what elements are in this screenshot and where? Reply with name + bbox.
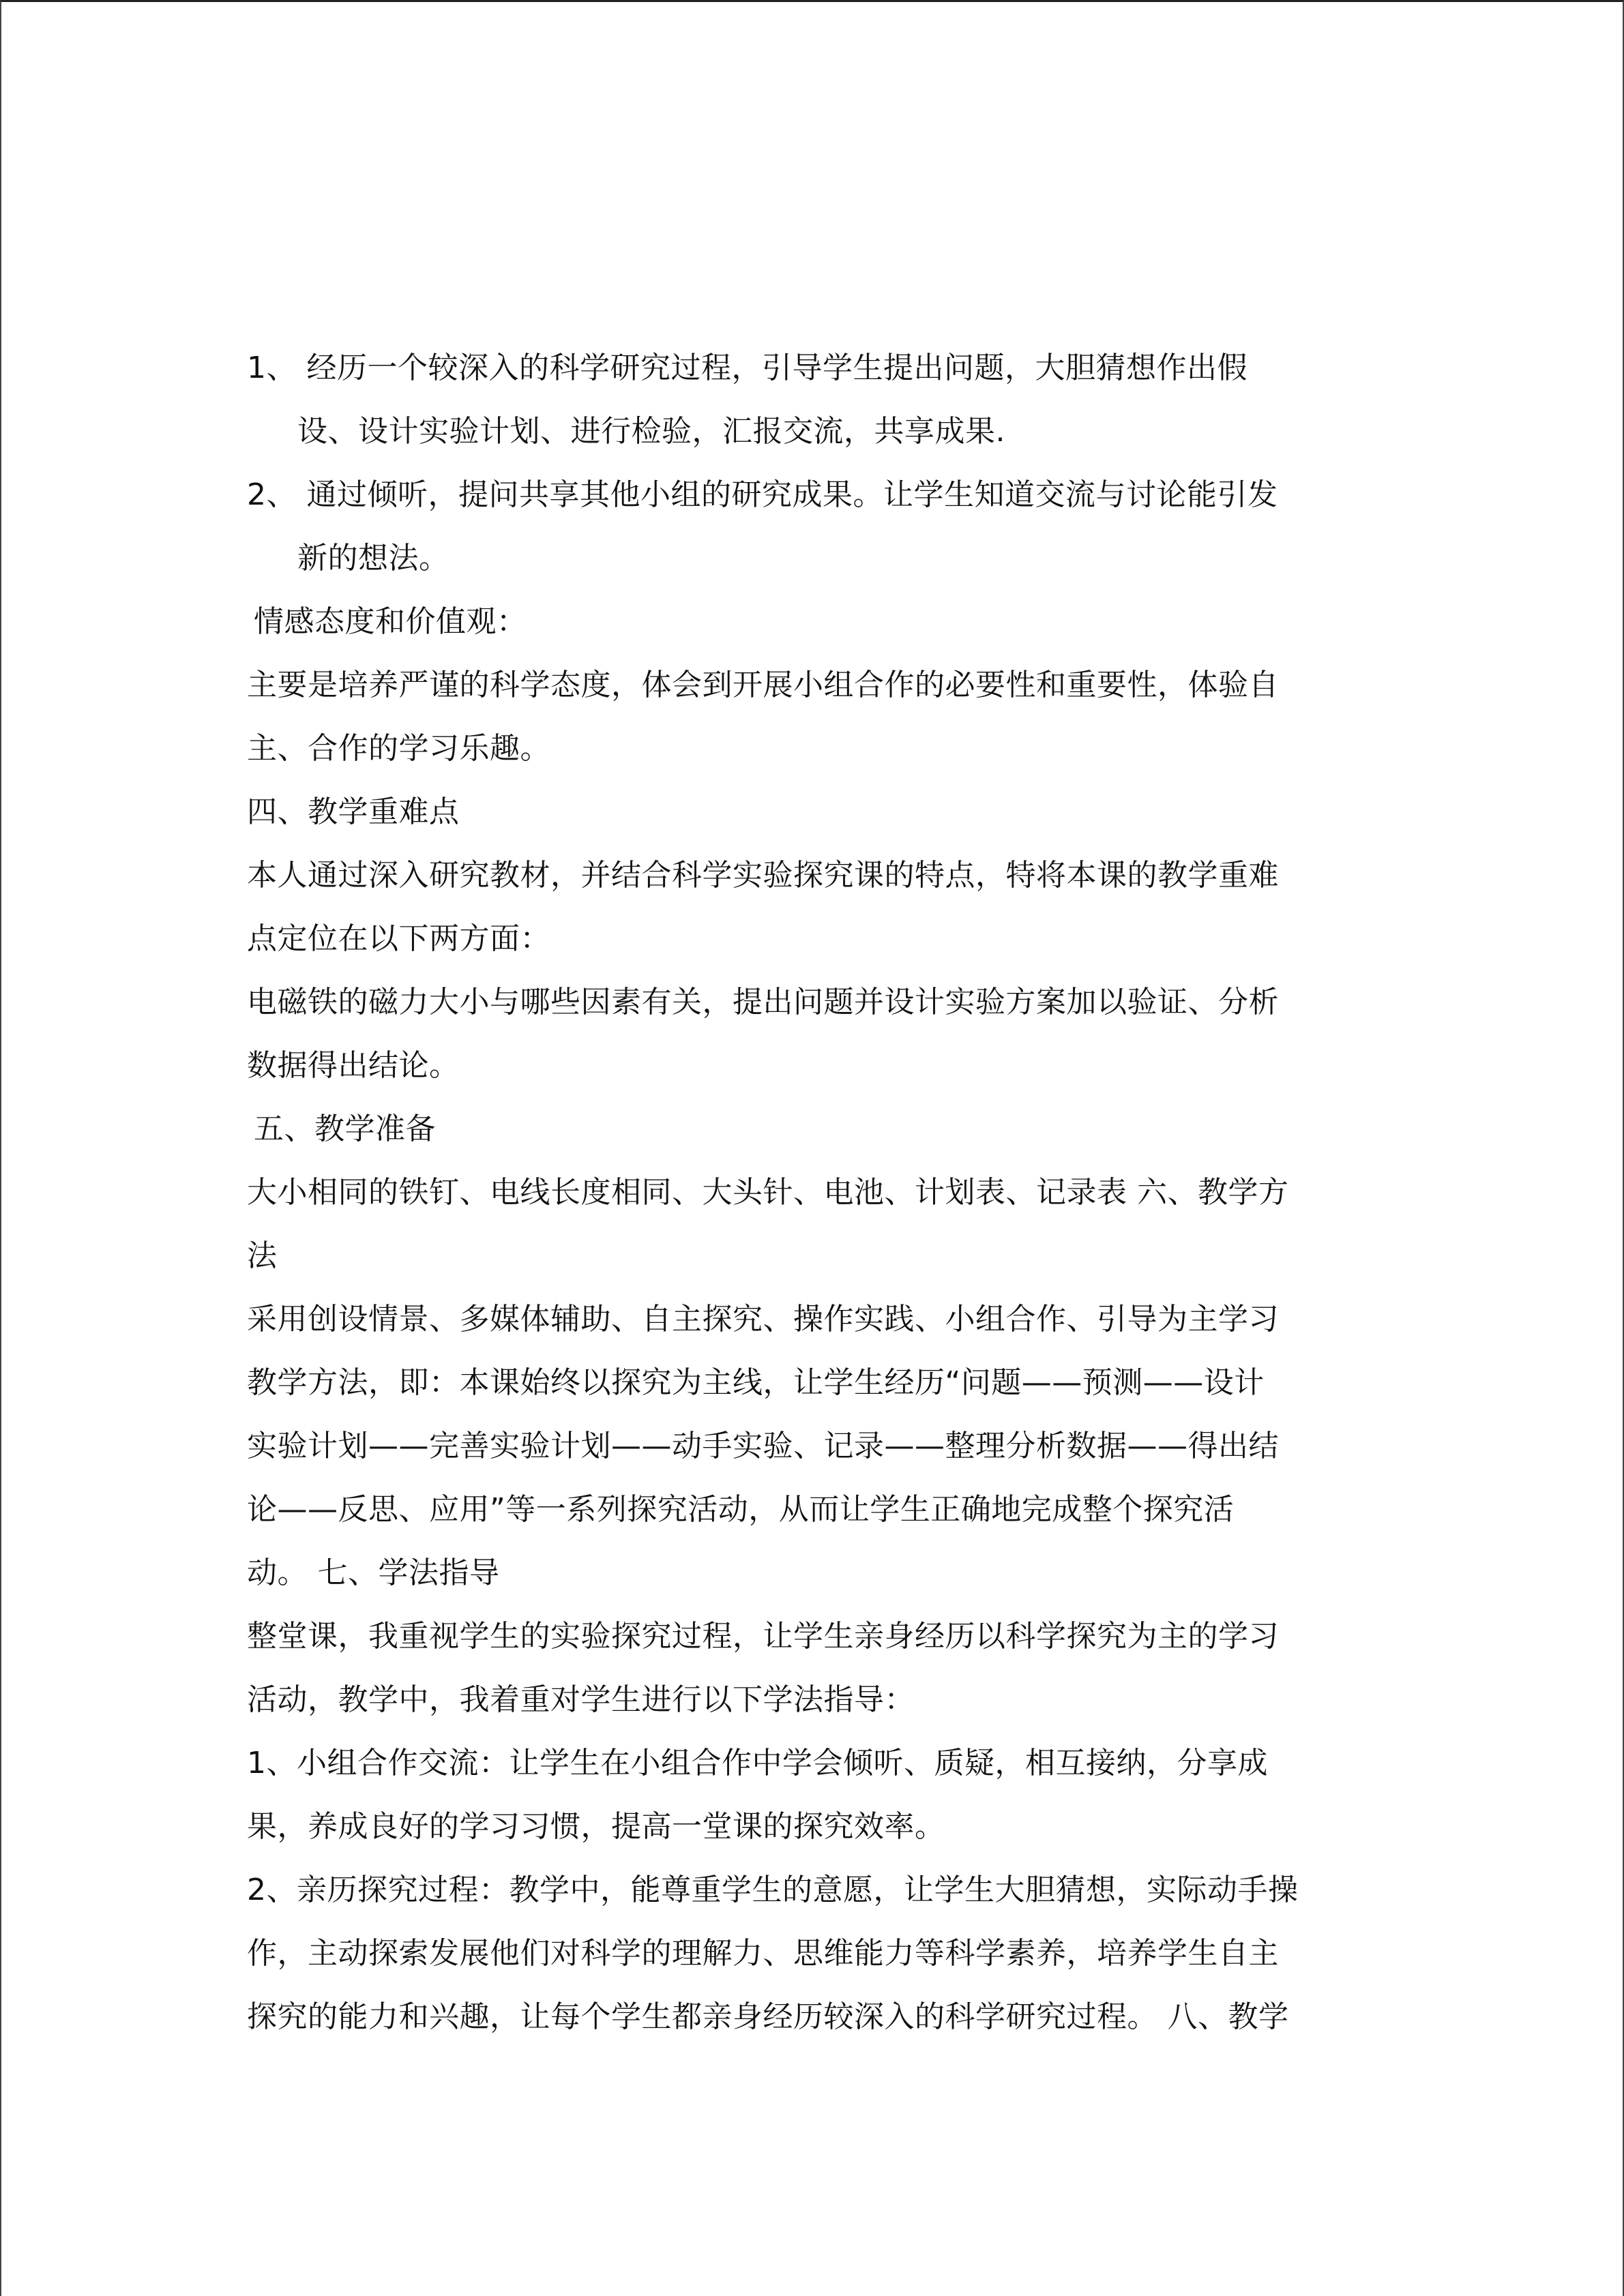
text-line: 动。 七、学法指导 [247,1555,500,1590]
text-line: 2、亲历探究过程：教学中，能尊重学生的意愿，让学生大胆猜想，实际动手操 [247,1873,1299,1907]
text-line: 本人通过深入研究教材，并结合科学实验探究课的特点，特将本课的教学重难 [247,858,1279,893]
text-line: 探究的能力和兴趣，让每个学生都亲身经历较深入的科学研究过程。 八、教学 [247,1999,1289,2034]
text-line: 1、 经历一个较深入的科学研究过程，引导学生提出问题，大胆猜想作出假 [247,351,1247,385]
text-line: 新的想法。 [297,541,449,576]
text-line: 电磁铁的磁力大小与哪些因素有关，提出问题并设计实验方案加以验证、分析 [247,985,1279,1019]
section-heading: 情感态度和价值观： [254,604,527,639]
text-line: 采用创设情景、多媒体辅助、自主探究、操作实践、小组合作、引导为主学习 [247,1302,1279,1337]
text-line: 作，主动探索发展他们对科学的理解力、思维能力等科学素养，培养学生自主 [247,1936,1279,1971]
text-line: 1、小组合作交流：让学生在小组合作中学会倾听、质疑，相互接纳，分享成 [247,1746,1268,1780]
text-line: 实验计划——完善实验计划——动手实验、记录——整理分析数据——得出结 [247,1429,1279,1463]
text-line: 主、合作的学习乐趣。 [247,731,550,766]
text-line: 设、设计实验计划、进行检验，汇报交流，共享成果. [297,414,1005,449]
text-line: 点定位在以下两方面： [247,921,550,956]
text-line: 活动，教学中，我着重对学生进行以下学法指导： [247,1682,915,1717]
text-line: 大小相同的铁钉、电线长度相同、大头针、电池、计划表、记录表 六、教学方 [247,1175,1289,1210]
text-line: 主要是培养严谨的科学态度，体会到开展小组合作的必要性和重要性，体验自 [247,668,1279,702]
section-heading: 五、教学准备 [254,1112,436,1146]
section-heading: 四、教学重难点 [247,794,460,829]
document-body [247,336,1386,2048]
text-line: 整堂课，我重视学生的实验探究过程，让学生亲身经历以科学探究为主的学习 [247,1619,1279,1654]
text-line: 论——反思、应用”等一系列探究活动，从而让学生正确地完成整个探究活 [247,1492,1235,1527]
text-line: 教学方法，即：本课始终以探究为主线，让学生经历“问题——预测——设计 [247,1365,1265,1400]
text-line: 数据得出结论。 [247,1048,460,1083]
text-line: 2、 通过倾听，提问共享其他小组的研究成果。让学生知道交流与讨论能引发 [247,477,1278,512]
text-line: 法 [247,1238,278,1273]
text-line: 果，养成良好的学习习惯，提高一堂课的探究效率。 [247,1809,945,1844]
